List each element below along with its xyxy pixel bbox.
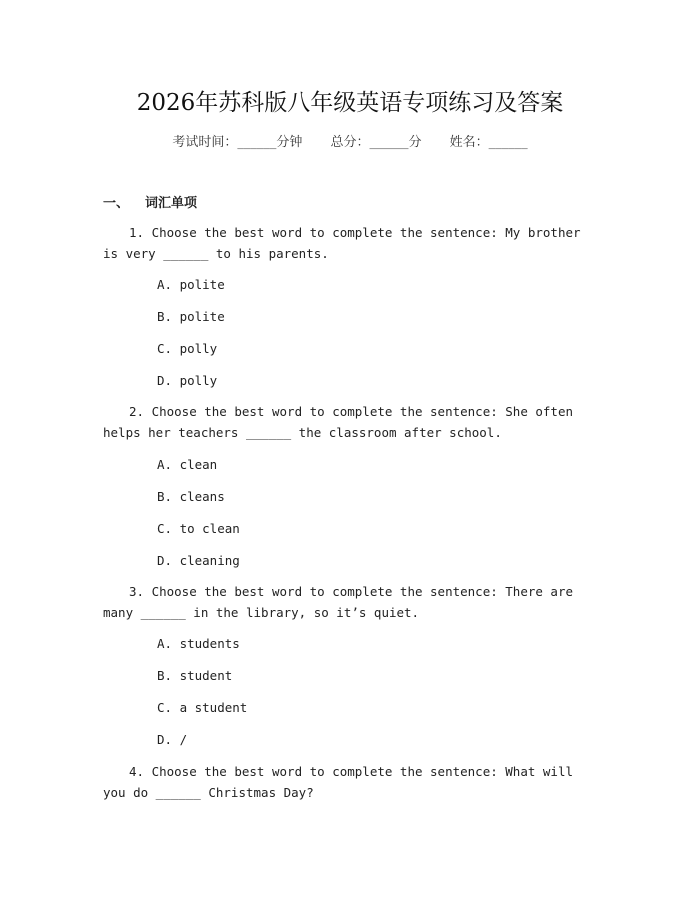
q2-option-b: B. cleans [157,489,225,504]
q3-option-b: B. student [157,668,233,683]
q1-option-c: C. polly [157,341,218,356]
q2-option-d: D. cleaning [157,553,240,568]
question-3: 3. Choose the best word to complete the sentence: There are many ______ in the library, so it’s quiet. [103,584,574,620]
q2-option-c: C. to clean [157,521,240,536]
q3-option-a: A. students [157,636,240,651]
question-1: 1. Choose the best word to complete the sentence: My brother is very ______ to his parents. [103,225,581,261]
q1-option-b: B. polite [157,309,225,324]
exam-time: 考试时间：______分钟 [172,135,303,150]
page-title: 2026年苏科版八年级英语专项练习及答案 [136,90,564,116]
section-number: 一、 [103,196,130,211]
question-4: 4. Choose the best word to complete the sentence: What will you do ______ Christmas Day? [103,764,574,800]
q1-option-d: D. polly [157,373,218,388]
q2-option-a: A. clean [157,457,218,472]
q3-option-c: C. a student [157,700,248,715]
exam-name: 姓名：______ [449,135,528,150]
exam-meta [0,131,700,150]
section-title: 词汇单项 [145,196,198,211]
section-heading [103,192,197,211]
exam-score: 总分：______分 [330,135,422,150]
question-2: 2. Choose the best word to complete the sentence: She often helps her teachers ______ the classroom after school. [103,404,574,440]
q1-option-a: A. polite [157,277,225,292]
q3-option-d: D. / [157,732,188,747]
